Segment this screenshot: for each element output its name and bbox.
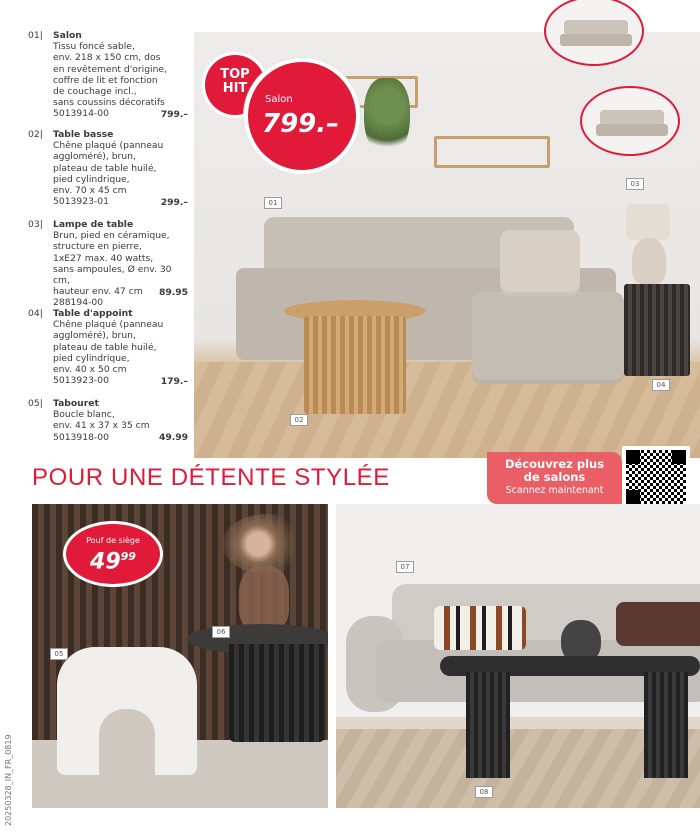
product-sku: 5013923-00 (53, 375, 109, 387)
product-desc: sans coussins décoratifs (53, 97, 165, 109)
product-item-table-appoint (28, 308, 188, 387)
product-desc: env. 218 x 150 cm, dos (53, 52, 161, 64)
hero-floor (194, 362, 700, 458)
product-sku: 288194-00 (53, 297, 104, 309)
product-desc: env. 41 x 37 x 35 cm (53, 420, 150, 432)
patterned-pillow (434, 606, 526, 650)
product-desc: Chêne plaqué (panneau (53, 140, 164, 152)
pouf-price-main: 49 (90, 549, 121, 575)
product-price: 799.– (160, 108, 188, 120)
product-desc: hauteur env. 47 cm (53, 286, 143, 298)
top-hit-line: HIT (222, 81, 248, 96)
lamp-shade (626, 204, 670, 240)
item-tag: 04 (652, 379, 670, 391)
thumb-sofa-seat (596, 124, 668, 136)
product-desc: aggloméré), brun, (53, 151, 136, 163)
product-name: Lampe de table (53, 219, 134, 230)
product-price: 299.– (160, 196, 188, 208)
product-desc: Boucle blanc, (53, 409, 115, 421)
sofa-thumb-open (580, 86, 680, 156)
product-price: 179.– (160, 375, 188, 387)
item-tag: 02 (290, 414, 308, 426)
wall-shelf (434, 136, 550, 168)
oval-table-leg (466, 672, 510, 778)
product-item-table-basse (28, 129, 188, 208)
product-name: Tabouret (53, 398, 99, 409)
product-number: 03| (28, 219, 43, 230)
qr-code-icon (626, 450, 686, 504)
thumb-sofa-seat (560, 34, 632, 46)
item-tag: 06 (212, 626, 230, 638)
product-desc: pied cylindrique, (53, 352, 130, 364)
dark-table-base (229, 644, 325, 742)
product-desc: 1xE27 max. 40 watts, (53, 252, 154, 264)
product-name: Table basse (53, 129, 114, 140)
hanging-plant (364, 78, 410, 158)
product-desc: plateau de table huilé, (53, 162, 157, 174)
product-name: Table d'appoint (53, 308, 133, 319)
sofa-chaise (472, 292, 624, 384)
product-name: Salon (53, 30, 82, 41)
product-price: 49.99 (158, 431, 188, 443)
item-tag: 03 (626, 178, 644, 190)
price-badge-label: Salon (265, 94, 293, 105)
boucle-pouf (57, 647, 197, 775)
cta-line: Découvrez plus (504, 457, 605, 471)
discover-more-cta[interactable] (487, 452, 622, 504)
product-number: 02| (28, 129, 43, 140)
product-desc: env. 70 x 45 cm (53, 185, 127, 197)
top-hit-line: TOP (220, 67, 250, 82)
decor-cushion (500, 230, 580, 296)
price-badge-value: 799.– (262, 109, 340, 139)
glass-vase (239, 566, 289, 630)
section-headline: POUR UNE DÉTENTE STYLÉE (32, 464, 390, 491)
pouf-price-badge (66, 524, 160, 584)
item-tag: 08 (475, 786, 493, 798)
pouf-badge-label: Pouf de siège (86, 536, 140, 545)
product-sku: 5013923-01 (53, 196, 109, 208)
product-desc: Tissu foncé sable, (53, 41, 135, 53)
brown-pillow (616, 602, 700, 646)
product-sku: 5013918-00 (53, 431, 109, 443)
product-item-tabouret (28, 398, 188, 443)
pouf-badge-value (66, 545, 160, 574)
product-desc: env. 40 x 50 cm (53, 364, 127, 376)
product-desc: Chêne plaqué (panneau (53, 319, 164, 331)
product-desc: plateau de table huilé, (53, 341, 157, 353)
dried-flowers (222, 514, 312, 574)
oval-table-leg (644, 672, 688, 778)
item-tag: 01 (264, 197, 282, 209)
sofa-table-photo (336, 504, 700, 808)
cta-scan-text: Scannez maintenant (505, 485, 604, 496)
pouf-opening (99, 709, 155, 775)
coffee-table-base (304, 316, 406, 414)
product-desc: pied cylindrique, (53, 173, 130, 185)
product-item-lampe (28, 219, 188, 309)
lamp-base (632, 238, 666, 284)
salon-price-badge (248, 62, 356, 170)
product-desc: de couchage incl., (53, 86, 137, 98)
pouf-price-cents: 99 (120, 550, 136, 563)
product-desc: sans ampoules, Ø env. 30 cm, (53, 263, 172, 287)
product-number: 04| (28, 308, 43, 319)
product-price: 89.95 (158, 286, 188, 298)
product-desc: structure en pierre, (53, 241, 142, 253)
product-desc: Brun, pied en céramique, (53, 230, 170, 242)
product-desc: coffre de lit et fonction (53, 74, 158, 86)
product-desc: en revêtement d'origine, (53, 63, 168, 75)
product-desc: aggloméré), brun, (53, 330, 136, 342)
item-tag: 05 (50, 648, 68, 660)
cta-line: de salons (523, 470, 586, 484)
product-number: 01| (28, 30, 43, 41)
footer-code: 20250328_IN_FR_0819 (4, 734, 13, 826)
product-number: 05| (28, 398, 43, 409)
side-table (624, 284, 690, 376)
product-sku: 5013914-00 (53, 108, 109, 120)
product-item-salon (28, 30, 188, 120)
qr-code[interactable] (622, 446, 690, 508)
item-tag: 07 (396, 561, 414, 573)
